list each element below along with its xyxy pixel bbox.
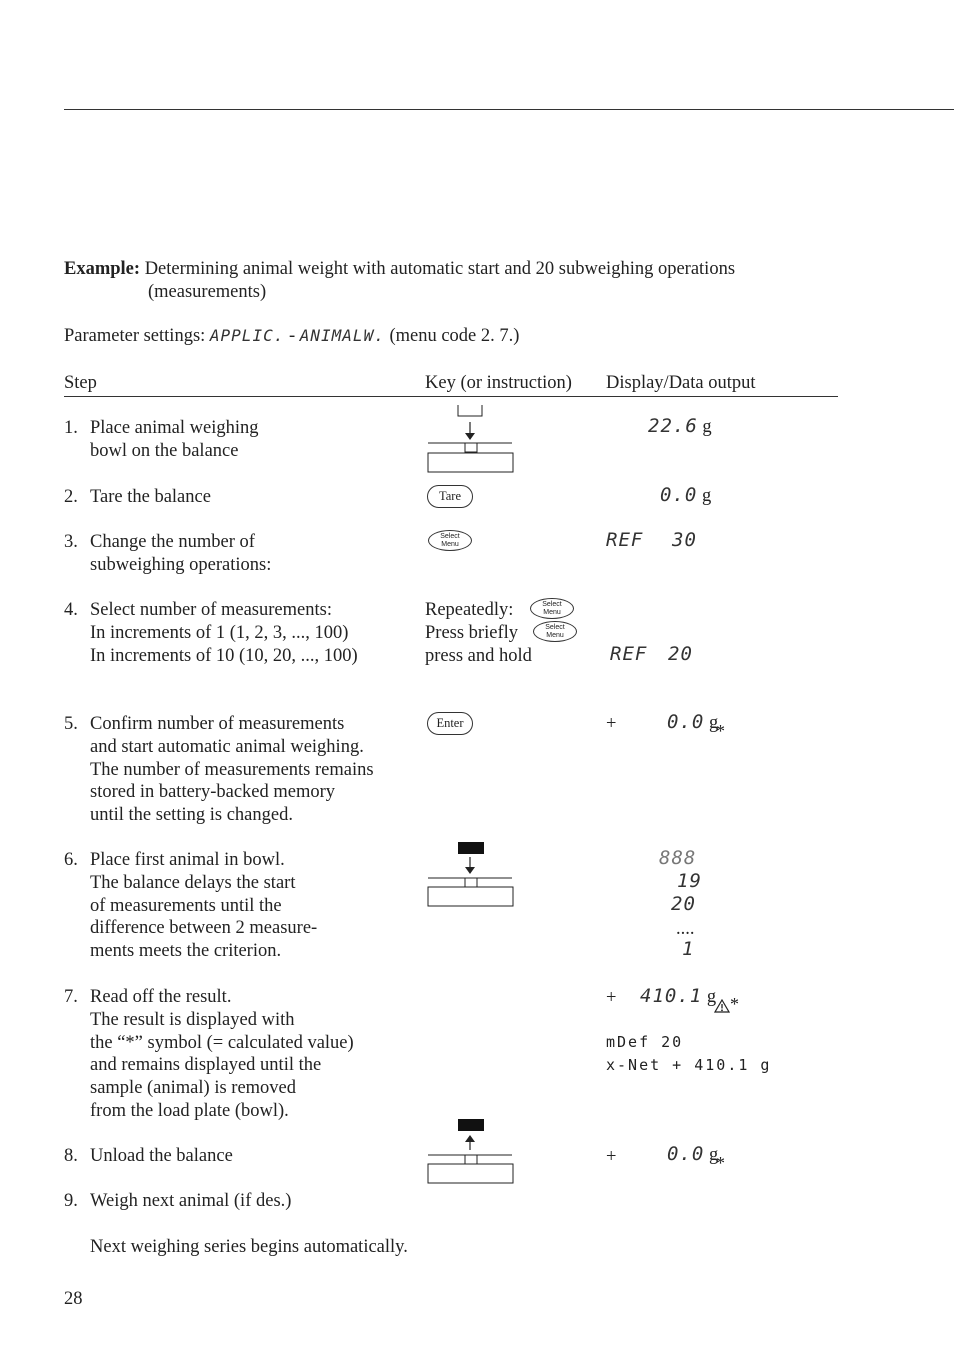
step-line: subweighing operations: xyxy=(90,554,272,575)
warning-triangle-icon xyxy=(714,999,730,1013)
place-animal-icon xyxy=(426,841,516,909)
countdown-display: 1 xyxy=(682,938,695,960)
step-line: Place first animal in bowl. xyxy=(90,850,285,870)
printout-line: mDef 20 xyxy=(606,1033,684,1051)
step-line: and remains displayed until the xyxy=(90,1055,322,1076)
step-line: The result is displayed with xyxy=(90,1009,295,1030)
display-sign: + xyxy=(606,714,617,734)
step-line: ments meets the criterion. xyxy=(90,941,282,962)
display-readout xyxy=(660,484,711,508)
step-number: 2. xyxy=(64,487,78,507)
footer-note: Next weighing series begins automatically. xyxy=(90,1237,408,1257)
display-applic: APPLIC. xyxy=(209,326,285,345)
step-text xyxy=(90,713,374,827)
key-label: Select xyxy=(440,533,460,540)
display-value: 410.1 xyxy=(640,985,703,1007)
calculated-value-marker: * xyxy=(716,1153,725,1173)
display-value: 20 xyxy=(668,643,693,665)
step-number: 1. xyxy=(64,418,78,438)
place-bowl-icon xyxy=(426,404,516,474)
calculated-value-marker: * xyxy=(716,721,725,741)
display-readout xyxy=(640,985,716,1009)
key-instructions xyxy=(425,599,532,667)
countdown-display: .... xyxy=(676,919,695,939)
step-text xyxy=(90,531,271,577)
step-text xyxy=(90,599,358,667)
step-number: 6. xyxy=(64,850,78,870)
countdown-display: 19 xyxy=(677,870,702,892)
step-line: of measurements until the xyxy=(90,895,282,916)
parameter-suffix: (menu code 2. 7.) xyxy=(389,326,520,346)
step-line: sample (animal) is removed xyxy=(90,1078,297,1099)
step-line: difference between 2 measure- xyxy=(90,918,318,939)
parameter-settings xyxy=(64,325,519,348)
key-instruction: Press briefly xyxy=(425,622,518,643)
step-number: 7. xyxy=(64,987,78,1007)
calculated-value-marker: * xyxy=(730,994,739,1014)
key-instruction: press and hold xyxy=(425,645,532,666)
select-menu-key[interactable] xyxy=(428,530,472,551)
display-readout xyxy=(648,415,712,439)
key-label: Select xyxy=(545,624,565,631)
step-number: 3. xyxy=(64,532,78,552)
key-label: Menu xyxy=(546,632,564,639)
display-unit: g xyxy=(706,987,717,1007)
header-rule xyxy=(64,396,838,397)
step-line: Select number of measurements: xyxy=(90,600,332,620)
top-rule xyxy=(64,109,954,110)
step-line: Weigh next animal (if des.) xyxy=(90,1191,292,1211)
display-value: 30 xyxy=(672,529,697,551)
step-line: from the load plate (bowl). xyxy=(90,1100,289,1121)
display-readout xyxy=(667,1143,718,1167)
key-label: Menu xyxy=(543,609,561,616)
example-text: Determining animal weight with automatic start and 20 subweighing operations xyxy=(144,259,736,279)
step-line: Confirm number of measurements xyxy=(90,714,345,734)
display-readout xyxy=(667,711,718,735)
select-menu-key[interactable] xyxy=(533,621,577,642)
step-line: until the setting is changed. xyxy=(90,805,293,826)
step-line: In increments of 1 (1, 2, 3, ..., 100) xyxy=(90,622,349,643)
example-text-cont: (measurements) xyxy=(148,282,267,302)
display-unit: g xyxy=(702,417,712,437)
display-ref: REF xyxy=(610,643,648,665)
step-line: the “*” symbol (= calculated value) xyxy=(90,1032,354,1053)
example-line xyxy=(64,258,735,281)
step-line: and start automatic animal weighing. xyxy=(90,736,364,757)
display-unit: g xyxy=(708,713,719,733)
step-line: The number of measurements remains xyxy=(90,759,374,780)
unload-icon xyxy=(426,1118,516,1186)
step-line: stored in battery-backed memory xyxy=(90,782,336,803)
select-menu-key[interactable] xyxy=(530,598,574,619)
step-text xyxy=(90,849,317,963)
display-sign: + xyxy=(606,988,617,1008)
step-text xyxy=(90,986,354,1123)
display-unit: g xyxy=(708,1145,719,1165)
countdown-display: 888 xyxy=(659,847,697,869)
parameter-sep: - xyxy=(288,326,296,346)
step-number: 4. xyxy=(64,600,78,620)
parameter-prefix: Parameter settings: xyxy=(64,326,206,346)
step-line: In increments of 10 (10, 20, ..., 100) xyxy=(90,645,358,666)
step-number: 5. xyxy=(64,714,78,734)
step-number: 9. xyxy=(64,1191,78,1211)
key-label: Menu xyxy=(441,541,459,548)
step-number: 8. xyxy=(64,1146,78,1166)
display-value: 0.0 xyxy=(667,1143,705,1165)
display-value: 0.0 xyxy=(667,711,705,733)
step-line: The balance delays the start xyxy=(90,872,296,893)
page-number: 28 xyxy=(64,1289,83,1309)
key-label: Select xyxy=(542,601,562,608)
step-text xyxy=(90,417,259,463)
step-line: Place animal weighing xyxy=(90,418,259,438)
display-sign: + xyxy=(606,1147,617,1167)
display-unit: g xyxy=(701,486,712,506)
printout-line: x-Net + 410.1 g xyxy=(606,1056,772,1074)
step-line: Tare the balance xyxy=(90,487,211,507)
display-animalw: ANIMALW. xyxy=(299,326,385,345)
header-step: Step xyxy=(64,373,97,393)
countdown-display: 20 xyxy=(671,893,696,915)
header-key: Key (or instruction) xyxy=(425,373,572,393)
step-line: Change the number of xyxy=(90,532,255,552)
example-label: Example: xyxy=(64,259,141,279)
display-ref: REF xyxy=(606,529,644,551)
header-display: Display/Data output xyxy=(606,373,756,393)
display-value: 0.0 xyxy=(660,484,698,506)
step-line: Read off the result. xyxy=(90,987,232,1007)
step-line: Unload the balance xyxy=(90,1146,233,1166)
display-value: 22.6 xyxy=(648,415,698,437)
step-line: bowl on the balance xyxy=(90,440,239,461)
key-instruction: Repeatedly: xyxy=(425,600,514,620)
enter-key[interactable]: Enter xyxy=(427,712,473,735)
tare-key[interactable]: Tare xyxy=(427,485,473,508)
